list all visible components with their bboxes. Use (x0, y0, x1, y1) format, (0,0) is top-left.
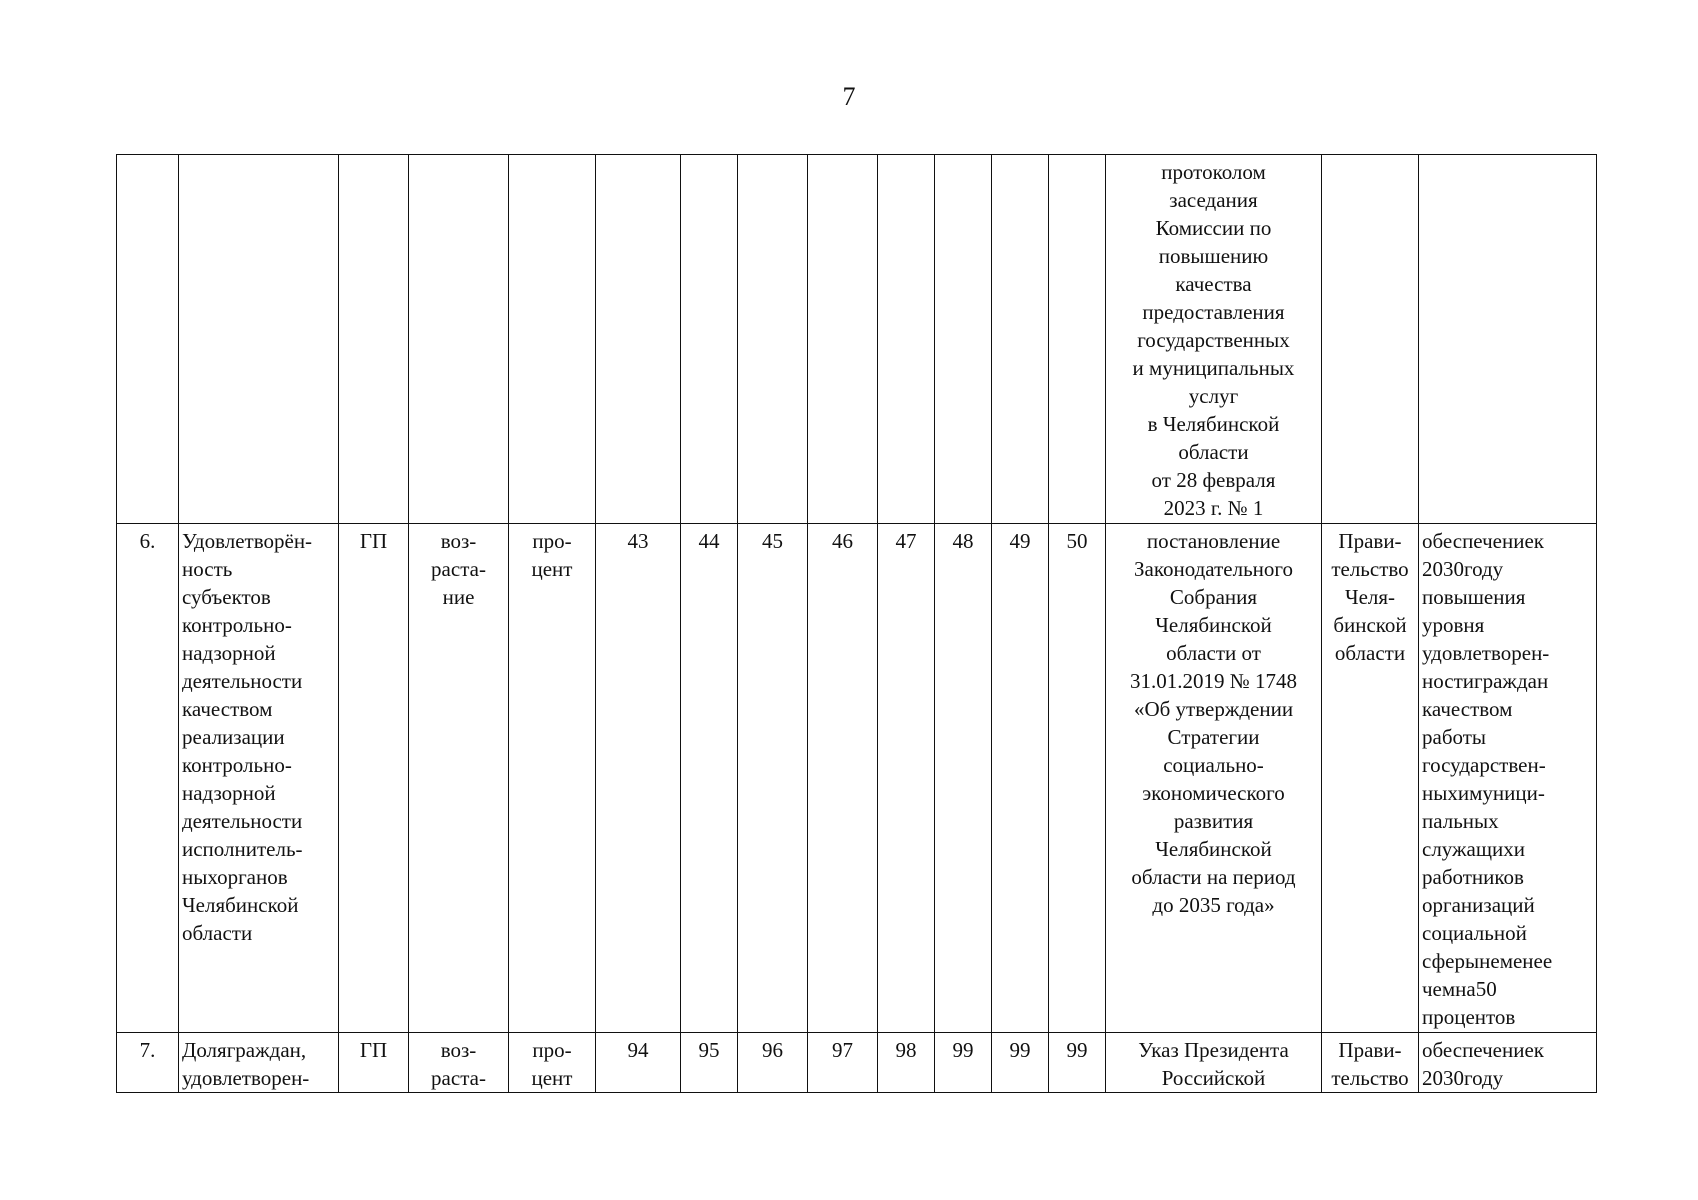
cell-line: исполнитель- (182, 837, 303, 861)
cell-word: ных (182, 865, 218, 889)
cell-word: к (1533, 529, 1544, 553)
value-cell-8: 99 (1049, 1033, 1106, 1093)
cell-line (182, 1036, 335, 1064)
value-cell-8 (1049, 155, 1106, 524)
value-cell-2: 95 (681, 1033, 738, 1093)
cell-line: 31.01.2019 № 1748 (1129, 669, 1298, 693)
cell-word: и (1457, 781, 1470, 805)
cell-line: области (1334, 641, 1406, 665)
row-number-cell: 7. (117, 1033, 179, 1093)
value-cell-2 (681, 155, 738, 524)
indicator-name-cell (179, 1033, 339, 1093)
cell-line: в Челябинской (1147, 412, 1280, 436)
cell-line: контрольно- (182, 753, 292, 777)
cell-line: экономического (1142, 781, 1285, 805)
cell-word: 2030 (1422, 557, 1464, 581)
cell-line: социальной (1422, 921, 1527, 945)
cell-line: тельство (1331, 1066, 1409, 1090)
unit-cell (509, 155, 596, 524)
cell-line: работников (1422, 865, 1524, 889)
row-number-cell: 6. (117, 524, 179, 1033)
table-row (117, 524, 1597, 1033)
value-cell-1: 94 (596, 1033, 681, 1093)
cell-line: государственных (1137, 328, 1290, 352)
cell-line: области на период (1131, 865, 1296, 889)
cell-line: деятельности (182, 809, 303, 833)
cell-line: и муниципальных (1132, 356, 1295, 380)
value-cell-5 (878, 155, 935, 524)
cell-word: на (1455, 977, 1476, 1001)
value-cell-7: 99 (992, 1033, 1049, 1093)
cell-line: Удовлетворён- (182, 529, 313, 553)
cell-line: раста- (431, 1066, 486, 1090)
responsible-cell (1322, 1033, 1419, 1093)
value-cell-6: 99 (935, 1033, 992, 1093)
cell-line: цент (531, 557, 573, 581)
cell-line: социально- (1163, 753, 1264, 777)
cell-line: процентов (1422, 1005, 1516, 1029)
value-cell-1: 43 (596, 524, 681, 1033)
goal-cell (1419, 155, 1597, 524)
value-cell-7: 49 (992, 524, 1049, 1033)
cell-line: надзорной (182, 641, 276, 665)
document-cell (1106, 1033, 1322, 1093)
cell-line: ность (182, 557, 233, 581)
cell-line: предоставления (1142, 300, 1285, 324)
cell-line: Стратегии (1167, 725, 1260, 749)
cell-line: качеством (182, 697, 273, 721)
trend-cell (409, 155, 509, 524)
value-cell-4: 46 (808, 524, 878, 1033)
cell-line: бинской (1333, 613, 1407, 637)
cell-line: протоколом (1161, 160, 1266, 184)
indicators-table (116, 154, 1597, 1093)
cell-line: надзорной (182, 781, 276, 805)
cell-line: области от (1166, 641, 1261, 665)
cell-word: обеспечение (1422, 1038, 1534, 1062)
cell-line (182, 863, 335, 891)
cell-line (1422, 975, 1593, 1003)
value-cell-6 (935, 155, 992, 524)
row-number-cell (117, 155, 179, 524)
cell-line: развития (1173, 809, 1254, 833)
cell-line: 2023 г. № 1 (1163, 496, 1264, 520)
cell-line (1422, 1064, 1593, 1092)
responsible-cell (1322, 524, 1419, 1033)
cell-line (1422, 1036, 1593, 1064)
level-cell: ГП (339, 1033, 409, 1093)
cell-word: и (1513, 837, 1526, 861)
cell-line: Законодательного (1134, 557, 1293, 581)
cell-line: Собрания (1169, 585, 1258, 609)
cell-word: служащих (1422, 837, 1514, 861)
indicator-name-cell (179, 524, 339, 1033)
cell-line: «Об утверждении (1133, 697, 1294, 721)
cell-word: году (1464, 1066, 1504, 1090)
level-cell: ГП (339, 524, 409, 1033)
value-cell-6: 48 (935, 524, 992, 1033)
cell-line: уровня (1422, 613, 1485, 637)
value-cell-2: 44 (681, 524, 738, 1033)
cell-line: качеством (1422, 697, 1513, 721)
goal-cell (1419, 524, 1597, 1033)
table-row (117, 155, 1597, 524)
cell-line (1422, 527, 1593, 555)
cell-word: году (1464, 557, 1504, 581)
cell-word: муници- (1469, 781, 1545, 805)
value-cell-1 (596, 155, 681, 524)
cell-line: Челябинской (1155, 837, 1272, 861)
cell-line: реализации (182, 725, 285, 749)
cell-line: Прави- (1338, 1038, 1402, 1062)
cell-line: области (1178, 440, 1249, 464)
cell-line: повышения (1422, 585, 1526, 609)
cell-line: услуг (1188, 384, 1239, 408)
cell-line: повышению (1158, 244, 1269, 268)
cell-line: контрольно- (182, 613, 292, 637)
cell-line: деятельности (182, 669, 303, 693)
table-row (117, 1033, 1597, 1093)
cell-word: сферы (1422, 949, 1480, 973)
value-cell-5: 98 (878, 1033, 935, 1093)
cell-line (1422, 555, 1593, 583)
cell-line: Комиссии по (1155, 216, 1272, 240)
cell-line (1422, 667, 1593, 695)
cell-line: заседания (1169, 188, 1258, 212)
cell-word: чем (1422, 977, 1456, 1001)
cell-word: ности (1422, 669, 1474, 693)
cell-word: органов (217, 865, 288, 889)
cell-line: воз- (440, 529, 477, 553)
cell-line: государствен- (1422, 753, 1546, 777)
value-cell-3 (738, 155, 808, 524)
cell-line (1422, 835, 1593, 863)
cell-line: про- (532, 1038, 572, 1062)
cell-line (1422, 947, 1593, 975)
value-cell-5: 47 (878, 524, 935, 1033)
trend-cell (409, 1033, 509, 1093)
cell-line: Челябинской (1155, 613, 1272, 637)
cell-line: организаций (1422, 893, 1535, 917)
cell-word: обеспечение (1422, 529, 1534, 553)
responsible-cell (1322, 155, 1419, 524)
cell-word: 2030 (1422, 1066, 1464, 1090)
cell-line (1422, 779, 1593, 807)
cell-line: ние (442, 585, 475, 609)
cell-line: работы (1422, 725, 1487, 749)
cell-line: до 2035 года» (1152, 893, 1275, 917)
cell-line: раста- (431, 557, 486, 581)
unit-cell (509, 524, 596, 1033)
cell-line: удовлетворен- (1422, 641, 1550, 665)
cell-word: менее (1499, 949, 1553, 973)
value-cell-3: 96 (738, 1033, 808, 1093)
cell-line: пальных (1422, 809, 1499, 833)
value-cell-8: 50 (1049, 524, 1106, 1033)
cell-line: удовлетворен- (182, 1066, 310, 1090)
cell-word: Доля (182, 1038, 227, 1062)
level-cell (339, 155, 409, 524)
value-cell-7 (992, 155, 1049, 524)
cell-line: воз- (440, 1038, 477, 1062)
cell-line: субъектов (182, 585, 271, 609)
value-cell-3: 45 (738, 524, 808, 1033)
cell-line: тельство (1331, 557, 1409, 581)
cell-line: от 28 февраля (1151, 468, 1276, 492)
cell-word: граждан (1474, 669, 1549, 693)
cell-word: граждан, (226, 1038, 307, 1062)
cell-line: цент (531, 1066, 573, 1090)
cell-line: Указ Президента (1138, 1038, 1289, 1062)
cell-word: 50 (1475, 977, 1497, 1001)
value-cell-4: 97 (808, 1033, 878, 1093)
cell-word: ных (1422, 781, 1458, 805)
cell-line: области (182, 921, 253, 945)
goal-cell (1419, 1033, 1597, 1093)
cell-line: качества (1175, 272, 1252, 296)
cell-line: Челя- (1344, 585, 1396, 609)
cell-word: не (1479, 949, 1500, 973)
cell-line: Челябинской (182, 893, 299, 917)
cell-line: Российской (1161, 1066, 1266, 1090)
page-number: 7 (842, 82, 856, 111)
cell-line: про- (532, 529, 572, 553)
cell-line: постановление (1146, 529, 1281, 553)
trend-cell (409, 524, 509, 1033)
cell-word: к (1533, 1038, 1544, 1062)
value-cell-4 (808, 155, 878, 524)
cell-line: Прави- (1338, 529, 1402, 553)
document-cell (1106, 524, 1322, 1033)
indicator-name-cell (179, 155, 339, 524)
unit-cell (509, 1033, 596, 1093)
document-cell (1106, 155, 1322, 524)
